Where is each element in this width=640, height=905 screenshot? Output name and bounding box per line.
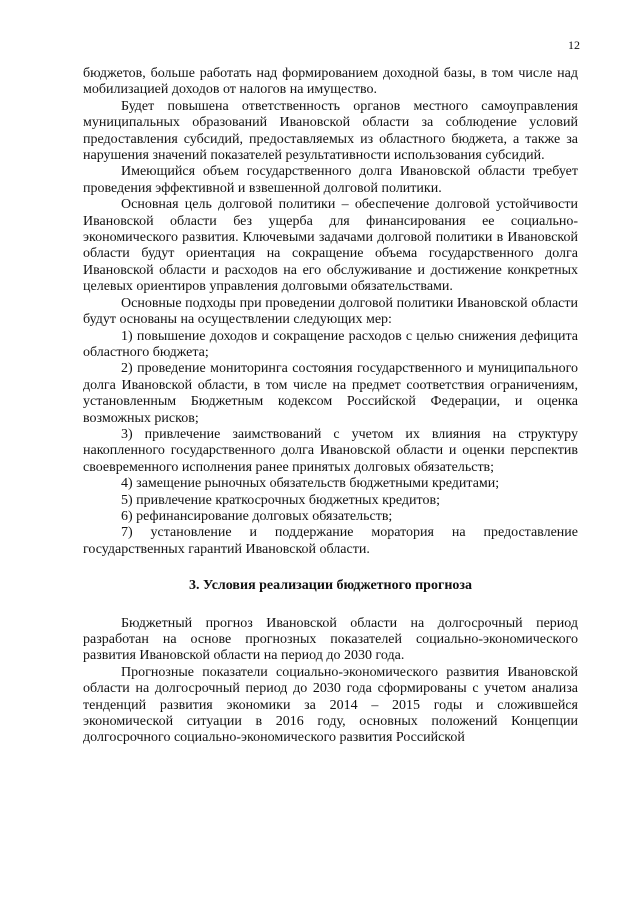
list-item: 2) проведение мониторинга состояния государственного и муниципального долга Ивановской области, в том числе на предмет соответствия ограничениям, установленным Бюджетным кодексом Российской Федерации, и оценка возможных рисков; (83, 361, 578, 426)
list-item: 5) привлечение краткосрочных бюджетных кредитов; (121, 492, 440, 508)
paragraph: Прогнозные показатели социально-экономического развития Ивановской области на долгосрочный период до 2030 года сформированы с учетом анализа тенденций развития экономики за 2014 – 2015 годы и сложившейся экономической ситуации в 2016 году, основных положений Концепции долгосрочного социально-экономического развития Российской (83, 664, 578, 746)
paragraph: Будет повышена ответственность органов местного самоуправления муниципальных образований Ивановской области за соблюдение условий предоставления субсидий, предоставляемых из областного бюджета, а также за нарушения значений показателей результативности использования субсидий. (83, 98, 578, 164)
list-item: 4) замещение рыночных обязательств бюджетными кредитами; (121, 476, 500, 492)
list-item: 6) рефинансирование долговых обязательств; (121, 508, 393, 524)
paragraph: Основные подходы при проведении долговой политики Ивановской области будут основаны на осуществлении следующих мер: (83, 295, 578, 328)
paragraph: Бюджетный прогноз Ивановской области на долгосрочный период разработан на основе прогнозных показателей социально-экономического развития Ивановской области на период до 2030 года. (83, 615, 578, 664)
paragraph: Основная цель долговой политики – обеспечение долговой устойчивости Ивановской области без ущерба для финансирования ее социально-экономического развития. Ключевыми задачами долговой политики в Ивановской области будут ориентация на сокращение объема государственного долга Ивановской области и расходов на его обслуживание и достижение конкретных целевых ориентиров управления долговыми обязательствами. (83, 197, 578, 295)
document-body (83, 66, 578, 747)
paragraph: Имеющийся объем государственного долга Ивановской области требует проведения эффективной и взвешенной долговой политики. (83, 164, 578, 196)
list-item: 1) повышение доходов и сокращение расходов с целью снижения дефицита областного бюджета; (83, 328, 578, 360)
page-number: 12 (568, 38, 580, 52)
list-item: 3) привлечение заимствований с учетом их влияния на структуру накопленного государственного долга Ивановской области и оценки перспектив своевременного исполнения ранее принятых долговых обязательств; (83, 426, 578, 475)
list-item: 7) установление и поддержание моратория на предоставление государственных гарантий Ивановской области. (83, 525, 578, 557)
section-title: 3. Условия реализации бюджетного прогноза (188, 578, 473, 594)
paragraph: бюджетов, больше работать над формированием доходной базы, в том числе над мобилизацией доходов от налогов на имущество. (83, 66, 578, 98)
